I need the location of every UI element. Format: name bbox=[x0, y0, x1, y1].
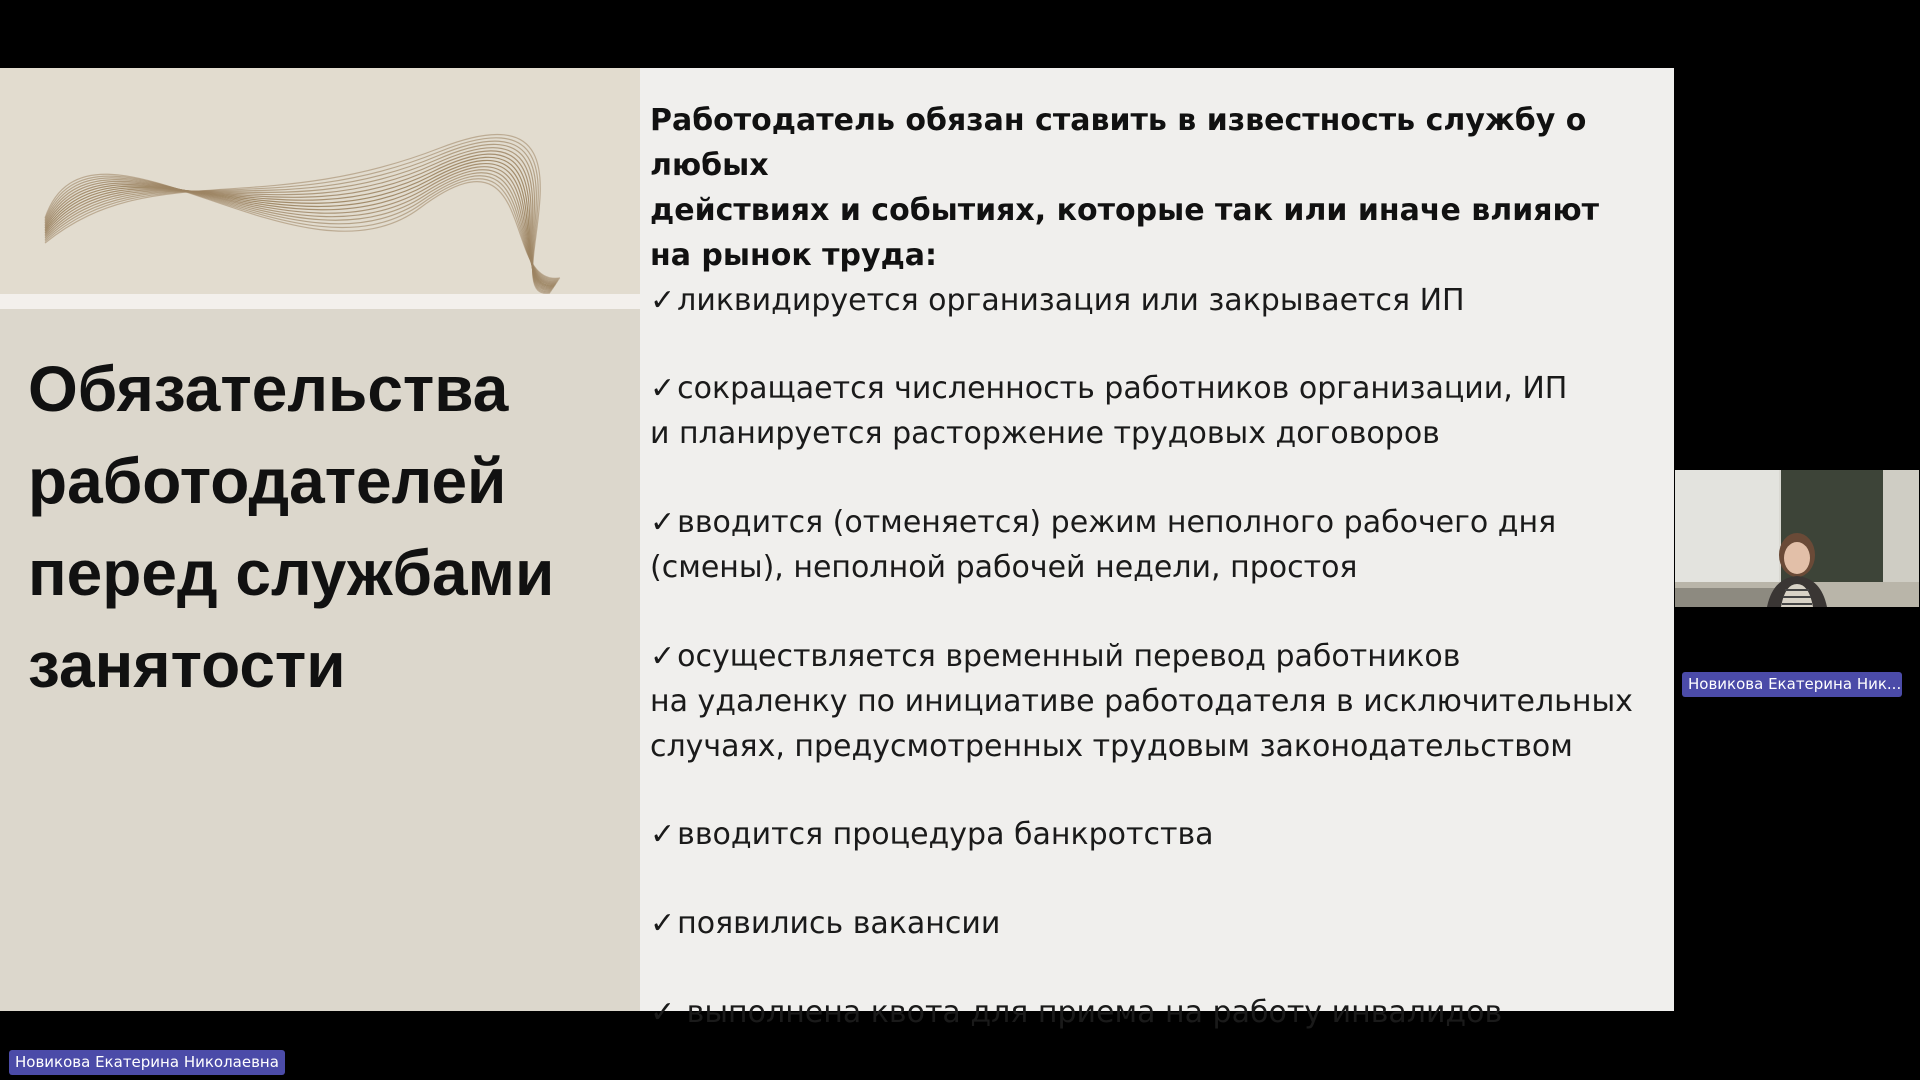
list-item bbox=[650, 589, 1660, 769]
list-item-text: ликвидируется организация или закрывается ИП bbox=[677, 283, 1465, 318]
list-item-text: вводится процедура банкротства bbox=[677, 817, 1214, 852]
list-item-text: вводится (отменяется) режим неполного рабочего дня (смены), неполной рабочей недели, простоя bbox=[650, 505, 1557, 585]
check-icon: ✓ bbox=[650, 817, 676, 852]
list-item bbox=[650, 767, 1660, 857]
wave-lines-decoration bbox=[0, 68, 640, 294]
participant-video[interactable] bbox=[1675, 470, 1919, 607]
list-item bbox=[650, 455, 1660, 590]
slide-intro: Работодатель обязан ставить в известность службу о любых действиях и событиях, которые так или иначе влияют на рынок труда: bbox=[650, 103, 1600, 273]
list-item bbox=[650, 945, 1660, 1035]
video-frame-icon bbox=[1675, 470, 1919, 607]
list-item-text: выполнена квота для приема на работу инвалидов bbox=[677, 995, 1503, 1030]
list-item-text: осуществляется временный перевод работников на удаленку по инициативе работодателя в исключительных случаях, предусмотренных трудовым законодательством bbox=[650, 639, 1633, 764]
slide-content bbox=[640, 68, 1674, 1030]
wave-line bbox=[45, 148, 553, 290]
wave-line bbox=[45, 151, 553, 288]
list-item bbox=[650, 856, 1660, 946]
wave-lines-icon bbox=[0, 68, 640, 294]
wave-line bbox=[45, 141, 551, 291]
check-icon: ✓ bbox=[650, 995, 676, 1030]
check-icon: ✓ bbox=[650, 505, 676, 540]
list-item-text: сокращается численность работников организации, ИП и планируется расторжение трудовых договоров bbox=[650, 371, 1568, 451]
list-item bbox=[650, 233, 1660, 323]
check-icon: ✓ bbox=[650, 371, 676, 406]
presenter-name-tag: Новикова Екатерина Николаевна bbox=[9, 1050, 285, 1075]
participant-name-tag: Новикова Екатерина Ник... bbox=[1682, 672, 1902, 697]
shared-slide bbox=[0, 68, 1674, 1030]
slide-title: Обязательства работодателей перед службами занятости bbox=[28, 353, 555, 701]
check-icon: ✓ bbox=[650, 283, 676, 318]
list-item-text: появились вакансии bbox=[677, 906, 1001, 941]
wave-line bbox=[45, 167, 557, 284]
slide-divider bbox=[0, 294, 640, 309]
check-icon: ✓ bbox=[650, 639, 676, 674]
list-item bbox=[650, 321, 1660, 456]
check-icon: ✓ bbox=[650, 906, 676, 941]
slide-left-panel bbox=[0, 68, 640, 1011]
